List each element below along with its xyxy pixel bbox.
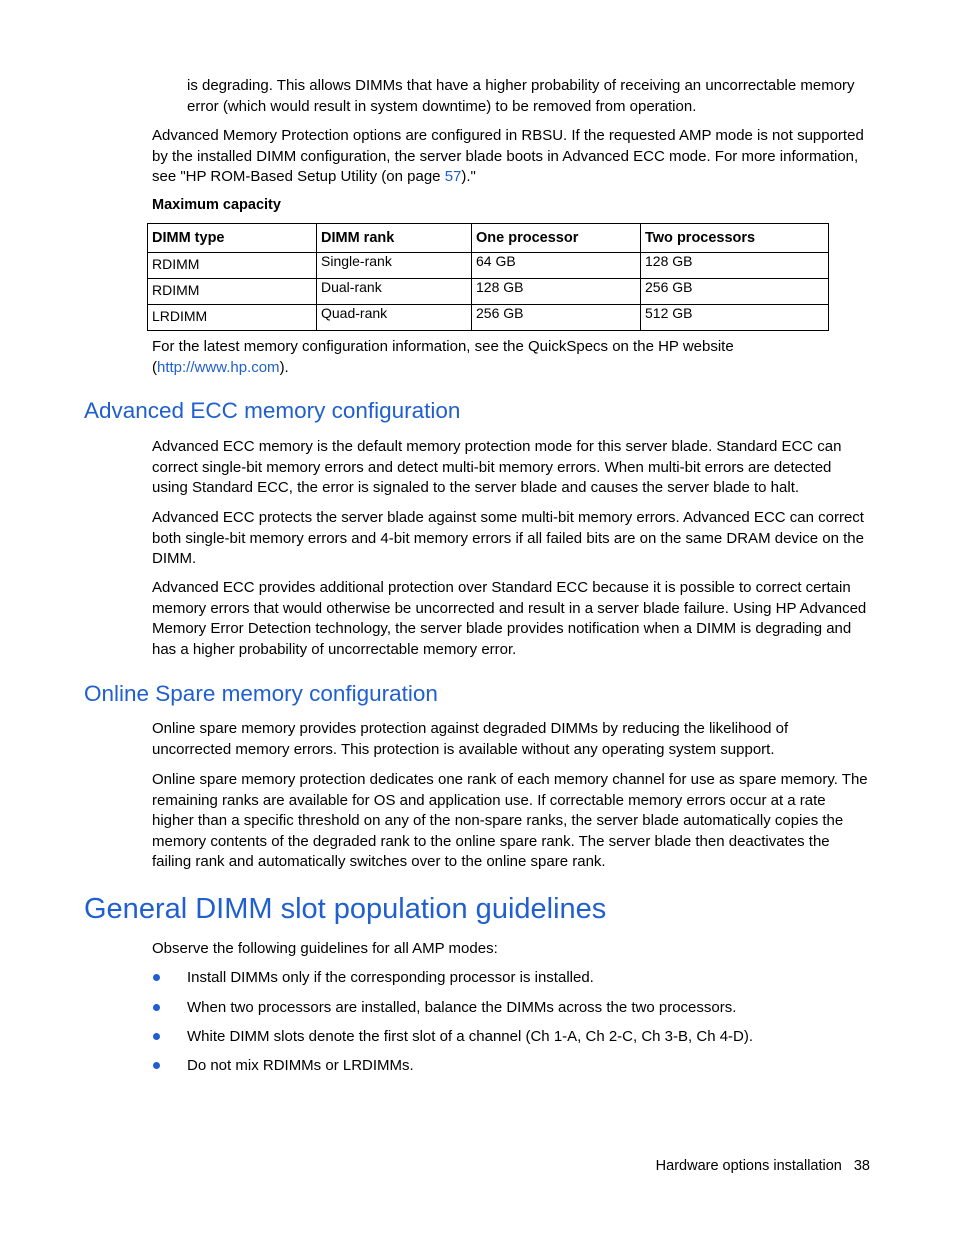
list-item-text: Install DIMMs only if the corresponding processor is installed. [187, 969, 594, 986]
advanced-ecc-paragraph-2: Advanced ECC protects the server blade against some multi-bit memory errors. Advanced ECC can correct both single-bit memory errors and 4-bit memory errors if all failed bits are on the same DRAM device on the DIMM. [152, 509, 864, 568]
table-caption: Maximum capacity [152, 197, 281, 213]
table-row [148, 305, 829, 331]
bullet-icon [153, 1033, 160, 1040]
online-spare-paragraph-2: Online spare memory protection dedicates one rank of each memory channel for use as spare memory. The remaining ranks are available for OS and application use. If correctable memory errors occur at a rate higher than a specific threshold on any of the non-spare ranks, the server blade automatically copies the memory contents of the degraded rank to the online spare rank. The server blade then deactivates the failing rank and automatically switches over to the online spare rank. [152, 771, 868, 871]
amp-text: Advanced Memory Protection options are configured in RBSU. If the requested AMP mode is not supported by the installed DIMM configuration, the server blade boots in Advanced ECC mode. For more information, see "HP ROM-Based Setup Utility (on page [152, 127, 864, 186]
advanced-ecc-heading: Advanced ECC memory configuration [84, 398, 461, 423]
table-cell: Dual-rank [317, 279, 472, 305]
bullet-icon [153, 1062, 160, 1069]
col-dimm-type: DIMM type [148, 224, 317, 253]
table-cell: LRDIMM [148, 305, 317, 331]
continuation-paragraph: is degrading. This allows DIMMs that have a higher probability of receiving an uncorrectable memory error (which would result in system downtime) to be removed from operation. [187, 77, 855, 115]
table-cell: 256 GB [641, 279, 829, 305]
list-item-text: White DIMM slots denote the first slot of a channel (Ch 1-A, Ch 2-C, Ch 3-B, Ch 4-D). [187, 1028, 754, 1045]
col-two-processors: Two processors [641, 224, 829, 253]
table-cell: RDIMM [148, 253, 317, 279]
guidelines-intro: Observe the following guidelines for all AMP modes: [152, 940, 498, 957]
table-cell: RDIMM [148, 279, 317, 305]
table-header-row [148, 224, 829, 253]
table-cell: Single-rank [317, 253, 472, 279]
list-item-text: Do not mix RDIMMs or LRDIMMs. [187, 1057, 414, 1074]
col-one-processor: One processor [472, 224, 641, 253]
page-footer [656, 1158, 870, 1174]
page-number: 38 [853, 1158, 870, 1174]
list-item-text: When two processors are installed, balance the DIMMs across the two processors. [187, 999, 737, 1016]
table-cell: 128 GB [641, 253, 829, 279]
capacity-table [147, 223, 829, 331]
bullet-icon [153, 1004, 160, 1011]
bullet-icon [153, 974, 160, 981]
quickspecs-paragraph [152, 337, 792, 378]
table-row [148, 253, 829, 279]
footer-section: Hardware options installation [655, 1158, 842, 1174]
table-cell: 256 GB [472, 305, 641, 331]
page-link[interactable]: 57 [444, 168, 462, 186]
table-cell: 512 GB [641, 305, 829, 331]
guidelines-heading: General DIMM slot population guidelines [84, 893, 607, 925]
amp-paragraph [152, 126, 871, 188]
online-spare-heading: Online Spare memory configuration [84, 681, 438, 706]
online-spare-paragraph-1: Online spare memory provides protection against degraded DIMMs by reducing the likelihood of uncorrected memory errors. This protection is available without any operating system support. [152, 720, 789, 758]
advanced-ecc-paragraph-1: Advanced ECC memory is the default memory protection mode for this server blade. Standard ECC can correct single-bit memory errors and detect multi-bit memory errors. When multi-bit errors are detected using Standard ECC, the error is signaled to the server blade and causes the server blade to halt. [152, 438, 842, 497]
quickspecs-text-end: ). [279, 358, 289, 376]
quickspecs-text: For the latest memory configuration information, see the QuickSpecs on the HP website ( [152, 338, 734, 376]
table-cell: Quad-rank [317, 305, 472, 331]
col-dimm-rank: DIMM rank [317, 224, 472, 253]
table-cell: 128 GB [472, 279, 641, 305]
hp-website-link[interactable]: http://www.hp.com [157, 358, 280, 376]
advanced-ecc-paragraph-3: Advanced ECC provides additional protection over Standard ECC because it is possible to correct certain memory errors that would otherwise be uncorrected and result in a server blade failure. Using HP Advanced Memory Error Detection technology, the server blade provides notification when a DIMM is degrading and has a higher probability of uncorrectable memory error. [152, 579, 867, 658]
amp-text-end: )." [461, 168, 476, 186]
table-row [148, 279, 829, 305]
table-cell: 64 GB [472, 253, 641, 279]
